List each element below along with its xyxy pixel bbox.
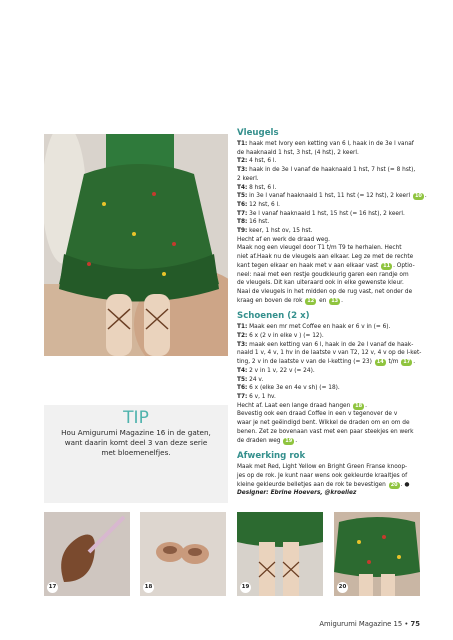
row-text: Hecht af. Laat een lange draad hangen [237, 402, 353, 409]
row-text: kraag en boven de rok [237, 297, 305, 304]
instruction-line [237, 140, 419, 149]
photo-ref-badge: 17 [403, 359, 411, 366]
step-photo-19 [237, 512, 323, 596]
instruction-line [237, 410, 419, 419]
instruction-line [237, 149, 419, 158]
row-text: 16 hst. [247, 219, 270, 226]
row-key: T9: [237, 228, 248, 235]
page-number: 75 [410, 620, 420, 628]
section-title: Afwerking rok [237, 451, 306, 462]
instruction-line [237, 175, 419, 184]
row-key: T5: [237, 376, 248, 383]
row-text: Bevestig ook een draad Coffee in een v tegenover de v [237, 411, 398, 418]
instruction-line [237, 332, 419, 341]
row-text: in 3e l vanaf haaknaald 1 hst, 11 hst (= 12 hst), 2 keerl [247, 193, 412, 200]
instruction-line [237, 210, 419, 219]
row-text: kant tegen elkaar en haak met v aan elkaar vast [237, 262, 381, 269]
row-text: 2 v in 1 v, 22 v (= 24). [247, 367, 315, 374]
row-text: maak een ketting van 6 l, haak in de 2e l vanaf de haak- [247, 341, 414, 348]
row-text: niet af.Haak nu de vleugels aan elkaar. Leg ze met de rechte [237, 254, 414, 261]
row-text: de haaknaald 1 hst, 3 hst, (4 hst), 2 keerl. [237, 149, 359, 156]
photo-ref-badge: 10 [414, 193, 422, 200]
designer-credit: Designer: Ebrine Hoevers, @kroeliez [237, 490, 357, 497]
row-text: . Optio- [393, 262, 415, 269]
instruction-line [237, 227, 419, 236]
photo-ref-badge: 20 [390, 481, 398, 488]
row-text: naald 1 v, 4 v, 1 hv in de laatste v van T2, 12 v, 4 v op de l-ket- [237, 350, 422, 357]
row-text: waar je net geëindigd bent. Wikkel de draden om en om de [237, 420, 410, 427]
row-key: T3: [237, 341, 248, 348]
section-title: Schoenen (2 x) [237, 311, 310, 322]
instruction-line [237, 437, 419, 446]
tip-text: Hou Amigurumi Magazine 16 in de gaten, want daarin komt deel 3 van deze serie met bloemenelfjes. [61, 428, 211, 457]
row-text: ting, 2 v in de laatste v van de l-ketting (= 23) [237, 359, 374, 366]
photo-ref-badge: 19 [285, 437, 293, 444]
row-text: 12 hst, 6 l. [247, 201, 281, 208]
step-number: 19 [240, 582, 251, 593]
instruction-line [237, 349, 422, 358]
row-text: kleine gekleurde belletjes aan de rok te bevestigen [237, 481, 388, 488]
instruction-line [237, 271, 419, 280]
instruction-line [237, 393, 419, 402]
row-key: T2: [237, 158, 248, 165]
row-text: 4 hst, 6 l. [247, 158, 277, 165]
row-text: Maak een mr met Coffee en haak er 6 v in (= 6). [247, 324, 391, 331]
instruction-line [237, 341, 419, 350]
row-text: . ● [400, 481, 410, 488]
row-text: 6 v, 1 hv. [247, 393, 276, 400]
row-text: haak in de 3e l vanaf de haaknaald 1 hst, 7 hst (= 8 hst), [247, 167, 416, 174]
row-text: de vleugels. Dit kan uiteraard ook in elke gewenste kleur. [237, 280, 404, 287]
footer-separator: • [404, 620, 409, 628]
instruction-line [237, 279, 419, 288]
row-key: T7: [237, 210, 248, 217]
step-photo-18 [140, 512, 226, 596]
row-text: t/m [386, 359, 401, 366]
row-text: . [413, 359, 416, 366]
step-photo-17 [44, 512, 130, 596]
photo-ref-badge: 18 [355, 402, 363, 409]
row-key: T3: [237, 167, 248, 174]
doll-photo [44, 134, 228, 356]
row-key: T8: [237, 219, 248, 226]
row-text: haak met Ivory een ketting van 6 l, haak in de 3e l vanaf [247, 141, 414, 147]
instruction-line [237, 297, 419, 306]
row-key: T1: [237, 324, 248, 331]
row-text: . [424, 193, 427, 200]
instructions-column [237, 128, 427, 498]
row-text: 24 v. [247, 376, 264, 383]
photo-ref-badge: 13 [331, 297, 339, 304]
step-number: 18 [143, 582, 154, 593]
instruction-line [237, 236, 419, 245]
row-text: 3e l vanaf haaknaald 1 hst, 15 hst (= 16 hst), 2 keerl. [247, 210, 405, 217]
row-text: 8 hst, 6 l. [247, 184, 277, 191]
section-title: Vleugels [237, 128, 279, 138]
row-key: T7: [237, 393, 248, 400]
row-text: keer, 1 hst ov, 15 hst. [247, 228, 313, 235]
row-key: T2: [237, 333, 248, 340]
row-text: jes op de rok. Je kunt naar wens ook gekleurde kraaltjes of [237, 472, 408, 479]
tip-title: TIP [123, 408, 149, 428]
magazine-name: Amigurumi Magazine 15 [319, 620, 403, 628]
photo-ref-badge: 11 [383, 262, 391, 269]
page-footer [280, 620, 420, 628]
instruction-line [237, 481, 419, 490]
instruction-line [237, 419, 419, 428]
row-text: neel: naai met een restje goudkleurig garen een randje om [237, 271, 409, 278]
row-key: T5: [237, 193, 248, 200]
row-text: benen. Zet ze bovenaan vast met een paar steekjes en werk [237, 428, 414, 435]
instruction-line [237, 262, 419, 271]
instruction-line [237, 402, 419, 411]
row-text: Maak nog een vleugel door T1 t/m T9 te herhalen. Hecht [237, 245, 402, 252]
row-text: 6 x (2 v in elke v ) (= 12). [247, 333, 324, 340]
row-text: Hecht af en werk de draad weg. [237, 236, 330, 243]
step-photos [44, 512, 420, 596]
step-number: 17 [47, 582, 58, 593]
row-key: T6: [237, 385, 248, 392]
row-text: . [365, 402, 367, 409]
row-text: . [295, 437, 298, 444]
row-text: Maak met Red, Light Yellow en Bright Green Franse knoop- [237, 464, 408, 471]
row-key: T4: [237, 367, 248, 374]
instruction-line [237, 201, 419, 210]
photo-ref-badge: 12 [307, 297, 315, 304]
instruction-line [237, 157, 419, 166]
row-text: 2 keerl. [237, 175, 259, 182]
row-key: T4: [237, 184, 248, 191]
instruction-line [237, 463, 419, 472]
row-text: 6 x (elke 3e en 4e v sh) (= 18). [247, 385, 340, 392]
photo-ref-badge: 14 [376, 359, 384, 366]
row-text: Naai de vleugels in het midden op de rug vast, net onder de [237, 288, 413, 295]
instruction-line [237, 323, 419, 332]
instruction-line [237, 358, 419, 367]
instruction-line [237, 244, 419, 253]
instruction-line [237, 472, 419, 481]
instruction-line [237, 376, 419, 385]
instruction-line [237, 166, 419, 175]
row-text: en [317, 297, 329, 304]
row-key: T6: [237, 201, 248, 208]
instruction-line [237, 367, 419, 376]
instruction-line [237, 192, 427, 201]
row-text: de draden weg [237, 437, 283, 444]
instruction-line [237, 184, 419, 193]
row-key: T1: [237, 141, 248, 147]
instruction-line [237, 218, 419, 227]
instruction-line [237, 384, 419, 393]
instruction-line [237, 253, 419, 262]
row-text: . [341, 297, 343, 304]
step-number: 20 [337, 582, 348, 593]
instruction-line [237, 428, 419, 437]
step-photo-20 [334, 512, 420, 596]
instruction-line [237, 288, 419, 297]
